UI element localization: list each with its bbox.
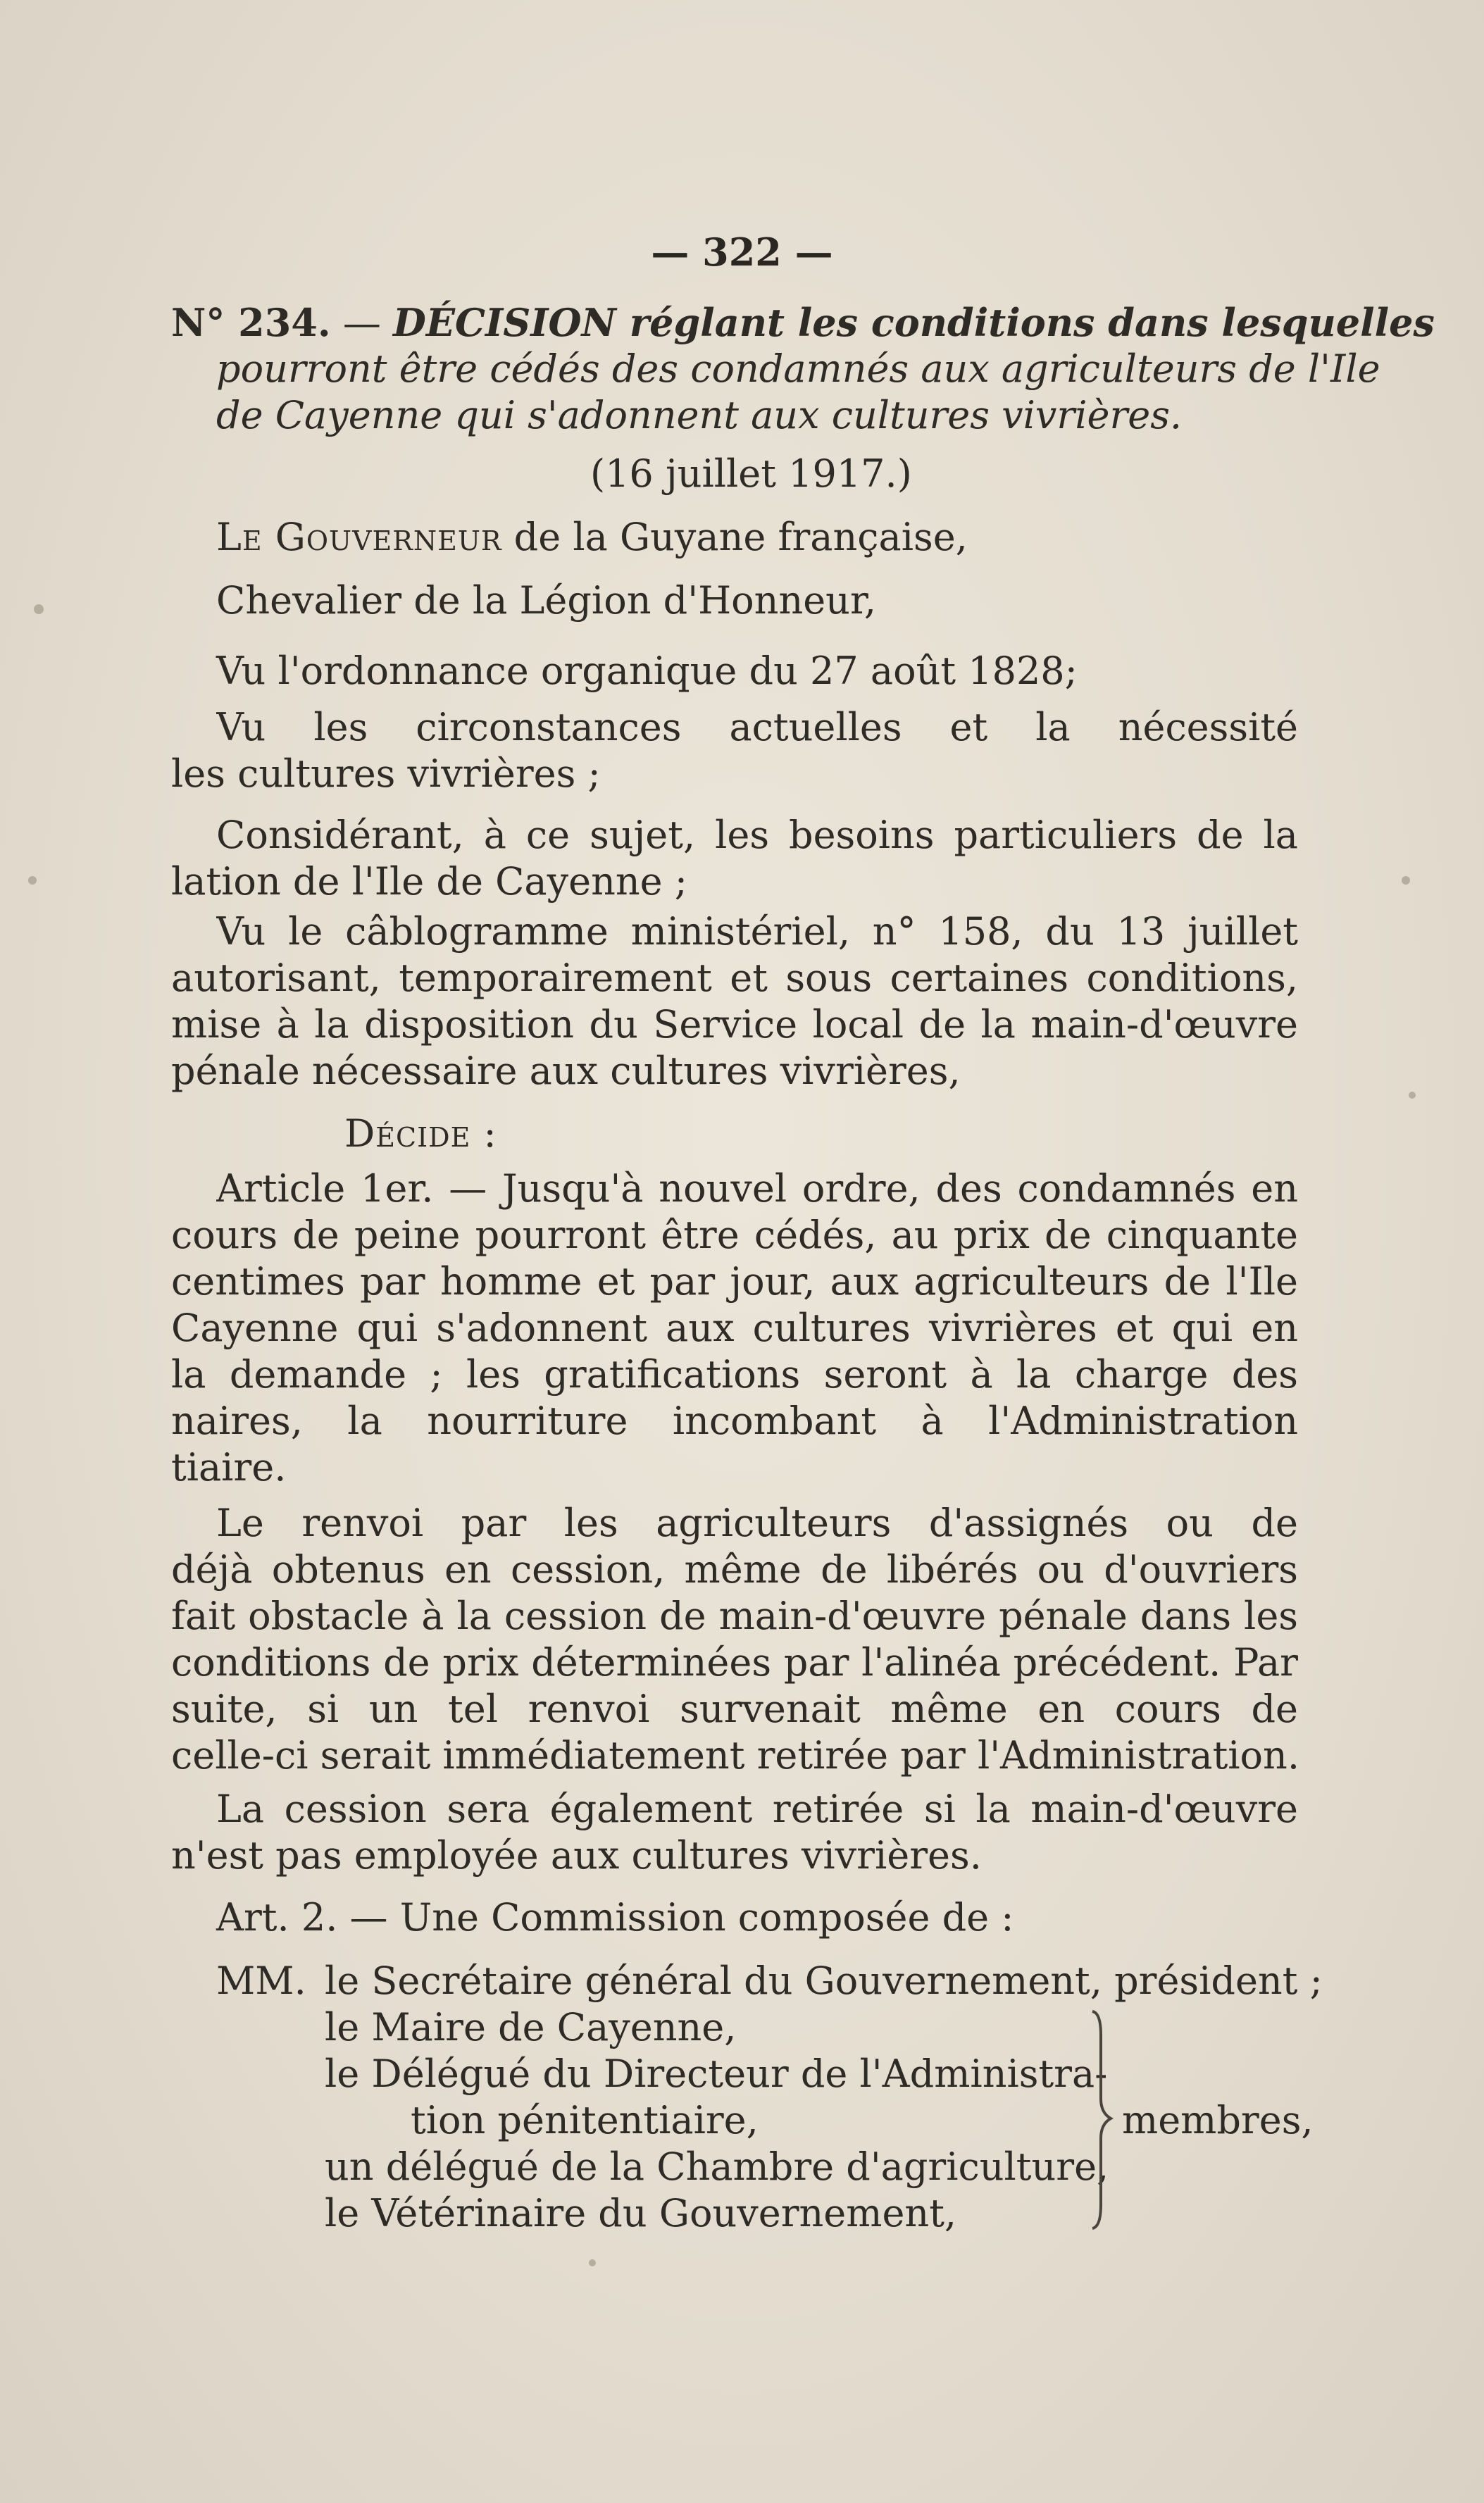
renvoi-line-5: suite, si un tel renvoi survenait même en cours de xyxy=(171,1687,1298,1731)
heading-dash: — xyxy=(330,301,394,345)
governor-title: Le Gouverneur xyxy=(216,515,502,559)
commission-member-3: un délégué de la Chambre d'agriculture, xyxy=(325,2145,1109,2189)
paper-speck xyxy=(589,2259,596,2266)
commission-president: le Secrétaire général du Gouvernement, président ; xyxy=(325,1959,1323,2003)
considerant-ordonnance: Vu l'ordonnance organique du 27 août 1828; xyxy=(216,649,1078,693)
paper-speck xyxy=(34,604,44,614)
considerant-circonstances-1: Vu les circonstances actuelles et la nécessité xyxy=(216,705,1298,749)
considerant-cablogramme-1: Vu le câblogramme ministériel, n° 158, du 13 juillet xyxy=(216,909,1298,954)
article2-line: Art. 2. — Une Commission composée de : xyxy=(216,1895,1014,1940)
decision-title-2: pourront être cédés des condamnés aux agriculteurs de l'Ile xyxy=(216,347,1380,391)
article1-line-6: naires, la nourriture incombant à l'Administration xyxy=(171,1399,1298,1443)
page-number: — 322 — xyxy=(651,230,833,275)
paper-speck xyxy=(1402,876,1410,885)
commission-prefix: MM. xyxy=(216,1959,306,2003)
article1-line-1: Article 1er. — Jusqu'à nouvel ordre, des condamnés en xyxy=(216,1166,1298,1211)
retrait-line-2: n'est pas employée aux cultures vivrières. xyxy=(171,1833,982,1878)
article1-line-7: tiaire. xyxy=(171,1445,287,1490)
considerant-cablogramme-2: autorisant, temporairement et sous certaines conditions, xyxy=(171,956,1298,1000)
decision-title-1: DÉCISION réglant les conditions dans lesquelles xyxy=(393,300,1435,345)
retrait-line-1: La cession sera également retirée si la main-d'œuvre xyxy=(216,1787,1298,1831)
considerant-besoins-2: lation de l'Ile de Cayenne ; xyxy=(171,859,687,904)
governor-line xyxy=(216,514,968,561)
considerant-cablogramme-4: pénale nécessaire aux cultures vivrières, xyxy=(171,1049,961,1093)
renvoi-line-1: Le renvoi par les agriculteurs d'assignés ou de xyxy=(216,1501,1298,1545)
renvoi-line-2: déjà obtenus en cession, même de libérés ou d'ouvriers xyxy=(171,1547,1298,1592)
commission-members-label: membres, xyxy=(1122,2098,1314,2142)
article1-line-5: la demande ; les gratifications seront à la charge des xyxy=(171,1352,1298,1397)
renvoi-line-3: fait obstacle à la cession de main-d'œuvre pénale dans les xyxy=(171,1594,1298,1638)
considerant-besoins-1: Considérant, à ce sujet, les besoins particuliers de la xyxy=(216,813,1298,857)
members-brace xyxy=(1088,2007,1116,2233)
decision-date: (16 juillet 1917.) xyxy=(590,451,912,496)
commission-member-2-cont: tion pénitentiaire, xyxy=(411,2098,759,2142)
governor-territory: de la Guyane française, xyxy=(501,515,968,559)
decision-heading-line-1 xyxy=(171,299,1435,347)
decision-title-3: de Cayenne qui s'adonnent aux cultures vivrières. xyxy=(216,393,1183,437)
considerant-cablogramme-3: mise à la disposition du Service local de la main-d'œuvre xyxy=(171,1002,1298,1047)
renvoi-line-6: celle-ci serait immédiatement retirée par l'Administration. xyxy=(171,1733,1299,1778)
commission-member-4: le Vétérinaire du Gouvernement, xyxy=(325,2191,957,2235)
decide-heading: Décide : xyxy=(344,1111,497,1156)
article1-line-2: cours de peine pourront être cédés, au prix de cinquante xyxy=(171,1213,1298,1257)
commission-member-1: le Maire de Cayenne, xyxy=(325,2005,737,2049)
paper-speck xyxy=(28,876,37,885)
article1-line-4: Cayenne qui s'adonnent aux cultures vivrières et qui en xyxy=(171,1306,1298,1350)
governor-honor: Chevalier de la Légion d'Honneur, xyxy=(216,578,877,623)
renvoi-line-4: conditions de prix déterminées par l'alinéa précédent. Par xyxy=(171,1640,1298,1685)
article1-line-3: centimes par homme et par jour, aux agriculteurs de l'Ile xyxy=(171,1259,1298,1304)
decision-number: N° 234. xyxy=(171,300,331,345)
commission-member-2: le Délégué du Directeur de l'Administra- xyxy=(325,2052,1108,2096)
paper-speck xyxy=(1409,1092,1416,1099)
considerant-circonstances-2: les cultures vivrières ; xyxy=(171,751,601,796)
